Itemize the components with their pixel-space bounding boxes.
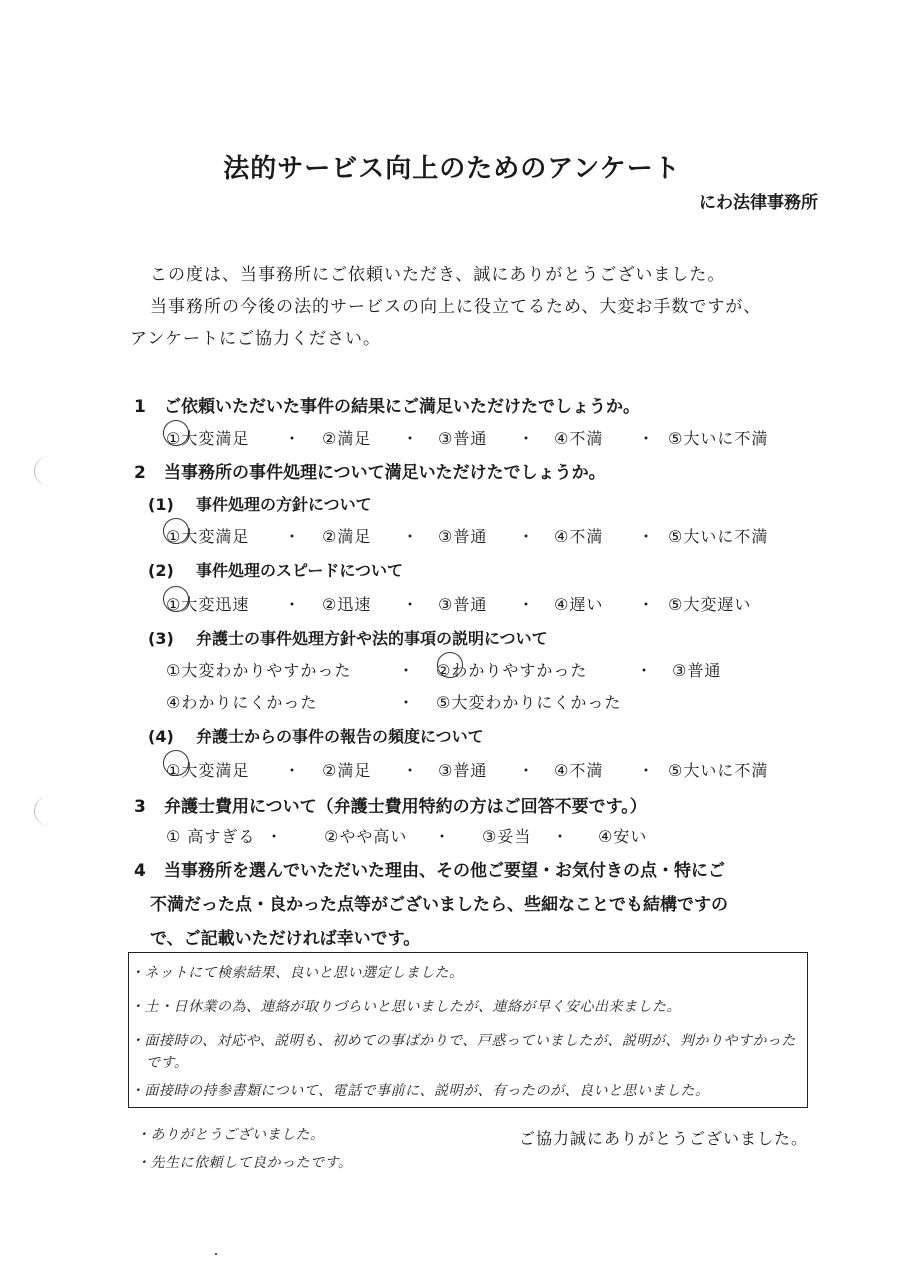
question-4	[134, 856, 725, 881]
q2-4-option-4[interactable]: ④不満	[554, 761, 604, 780]
question-4-line-1: 当事務所を選んでいただいた理由、その他ご要望・お気付きの点・特にご	[164, 861, 725, 881]
q3-separator: ・	[266, 827, 284, 846]
question-3-options	[166, 824, 647, 847]
q2-3-option-1[interactable]: ①大変わかりやすかった	[166, 661, 352, 680]
q2-2-label: (2)	[148, 561, 174, 580]
q1-option-2[interactable]: ②満足	[322, 429, 372, 448]
q2-3-selected-mark	[437, 652, 463, 678]
q1-separator: ・	[402, 429, 420, 448]
question-1-options	[166, 426, 768, 449]
q1-option-3[interactable]: ③普通	[438, 429, 488, 448]
q2-2-separator: ・	[518, 595, 536, 614]
handwritten-comment-3: ・面接時の、対応や、説明も、初めての事ばかりで、戸惑っていましたが、説明が、判かりやすかった	[130, 1033, 796, 1049]
punch-hole-mark	[34, 796, 65, 826]
q2-4-separator: ・	[638, 761, 656, 780]
q2-2-separator: ・	[402, 595, 420, 614]
q2-3-separator: ・	[398, 693, 416, 712]
q1-option-5[interactable]: ⑤大いに不満	[668, 429, 769, 448]
handwritten-comment-2: ・土・日休業の為、連絡が取りづらいと思いましたが、連絡が早く安心出来ました。	[130, 999, 681, 1015]
q2-3-option-2[interactable]: ②わかりやすかった	[436, 661, 588, 680]
q2-3-options-row-2	[166, 690, 621, 713]
q2-3-label: (3)	[148, 629, 174, 648]
q2-2-separator: ・	[638, 595, 656, 614]
q3-separator: ・	[434, 827, 452, 846]
scan-speck	[215, 1253, 217, 1255]
q2-4-separator: ・	[518, 761, 536, 780]
q2-2-separator: ・	[284, 595, 302, 614]
q1-option-1[interactable]: ①大変満足	[166, 429, 250, 448]
question-1	[134, 392, 640, 417]
q2-1-option-1[interactable]: ①大変満足	[166, 527, 250, 546]
q2-1-option-5[interactable]: ⑤大いに不満	[668, 527, 769, 546]
q3-option-1[interactable]: ① 高すぎる	[166, 827, 256, 846]
q2-2-option-3[interactable]: ③普通	[438, 595, 488, 614]
q2-1-option-3[interactable]: ③普通	[438, 527, 488, 546]
q2-1-option-4[interactable]: ④不満	[554, 527, 604, 546]
q2-3-separator: ・	[398, 661, 416, 680]
handwritten-note-2: ・先生に依頼して良かったです。	[136, 1155, 353, 1171]
q2-3-option-5[interactable]: ⑤大変わかりにくかった	[436, 693, 622, 712]
question-4-number: 4	[134, 861, 146, 881]
intro-line-1: この度は、当事務所にご依頼いただき、誠にありがとうございました。	[150, 265, 726, 285]
intro-line-2: 当事務所の今後の法的サービスの向上に役立てるため、大変お手数ですが、	[150, 297, 762, 317]
question-2-2	[148, 558, 403, 581]
q2-4-option-3[interactable]: ③普通	[438, 761, 488, 780]
question-1-number: 1	[134, 397, 146, 417]
question-3-number: 3	[134, 797, 146, 817]
q2-1-separator: ・	[518, 527, 536, 546]
q1-separator: ・	[284, 429, 302, 448]
q2-4-separator: ・	[284, 761, 302, 780]
question-2-3	[148, 626, 548, 649]
punch-hole-mark	[34, 456, 65, 486]
firm-name: にわ法律事務所	[699, 193, 818, 213]
question-2-text: 当事務所の事件処理について満足いただけたでしょうか。	[164, 463, 606, 483]
q3-option-3[interactable]: ③妥当	[482, 827, 532, 846]
q2-3-option-4[interactable]: ④わかりにくかった	[166, 693, 318, 712]
q1-separator: ・	[638, 429, 656, 448]
q2-1-options	[166, 524, 768, 547]
q2-1-selected-mark	[163, 518, 189, 544]
question-4-line-3: で、ご記載いただければ幸いです。	[150, 929, 421, 949]
q2-4-separator: ・	[402, 761, 420, 780]
q2-2-option-2[interactable]: ②迅速	[322, 595, 372, 614]
q2-3-text: 弁護士の事件処理方針や法的事項の説明について	[196, 629, 548, 648]
q3-separator: ・	[552, 827, 570, 846]
q1-selected-mark	[163, 420, 189, 446]
q2-1-option-2[interactable]: ②満足	[322, 527, 372, 546]
intro-line-3: アンケートにご協力ください。	[130, 329, 381, 349]
q3-option-4[interactable]: ④安い	[598, 827, 648, 846]
q2-2-option-1[interactable]: ①大変迅速	[166, 595, 250, 614]
handwritten-comment-1: ・ネットにて検索結果、良いと思い選定しました。	[130, 965, 464, 981]
q2-2-selected-mark	[163, 586, 189, 612]
q2-4-option-1[interactable]: ①大変満足	[166, 761, 250, 780]
handwritten-note-1: ・ありがとうございました。	[136, 1127, 325, 1143]
q2-1-separator: ・	[284, 527, 302, 546]
question-3	[134, 792, 647, 817]
q2-1-separator: ・	[638, 527, 656, 546]
question-3-text: 弁護士費用について（弁護士費用特約の方はご回答不要です。）	[164, 797, 647, 817]
q3-option-2[interactable]: ②やや高い	[324, 827, 408, 846]
question-2	[134, 458, 606, 483]
q1-option-4[interactable]: ④不満	[554, 429, 604, 448]
q2-2-option-5[interactable]: ⑤大変遅い	[668, 595, 752, 614]
q1-separator: ・	[518, 429, 536, 448]
question-2-number: 2	[134, 463, 146, 483]
q2-4-selected-mark	[163, 750, 189, 776]
question-2-1	[148, 492, 372, 515]
q2-4-text: 弁護士からの事件の報告の頻度について	[196, 727, 484, 746]
question-1-text: ご依頼いただいた事件の結果にご満足いただけたでしょうか。	[164, 397, 640, 417]
handwritten-comment-4: ・面接時の持参書類について、電話で事前に、説明が、有ったのが、良いと思いました。	[130, 1083, 710, 1099]
closing-thanks: ご協力誠にありがとうございました。	[518, 1129, 808, 1148]
page-title: 法的サービス向上のためのアンケート	[223, 154, 681, 184]
handwritten-comment-3-cont: です。	[146, 1055, 189, 1071]
q2-4-option-2[interactable]: ②満足	[322, 761, 372, 780]
q2-1-label: (1)	[148, 495, 174, 514]
q2-2-text: 事件処理のスピードについて	[196, 561, 404, 580]
q2-3-separator: ・	[636, 661, 654, 680]
q2-2-option-4[interactable]: ④遅い	[554, 595, 604, 614]
q2-4-options	[166, 758, 768, 781]
q2-3-option-3[interactable]: ③普通	[672, 661, 722, 680]
q2-1-separator: ・	[402, 527, 420, 546]
q2-2-options	[166, 592, 751, 615]
q2-4-label: (4)	[148, 727, 174, 746]
question-4-line-2: 不満だった点・良かった点等がございましたら、些細なことでも結構ですの	[150, 895, 728, 915]
q2-4-option-5[interactable]: ⑤大いに不満	[668, 761, 769, 780]
question-2-4	[148, 724, 484, 747]
q2-1-text: 事件処理の方針について	[196, 495, 372, 514]
